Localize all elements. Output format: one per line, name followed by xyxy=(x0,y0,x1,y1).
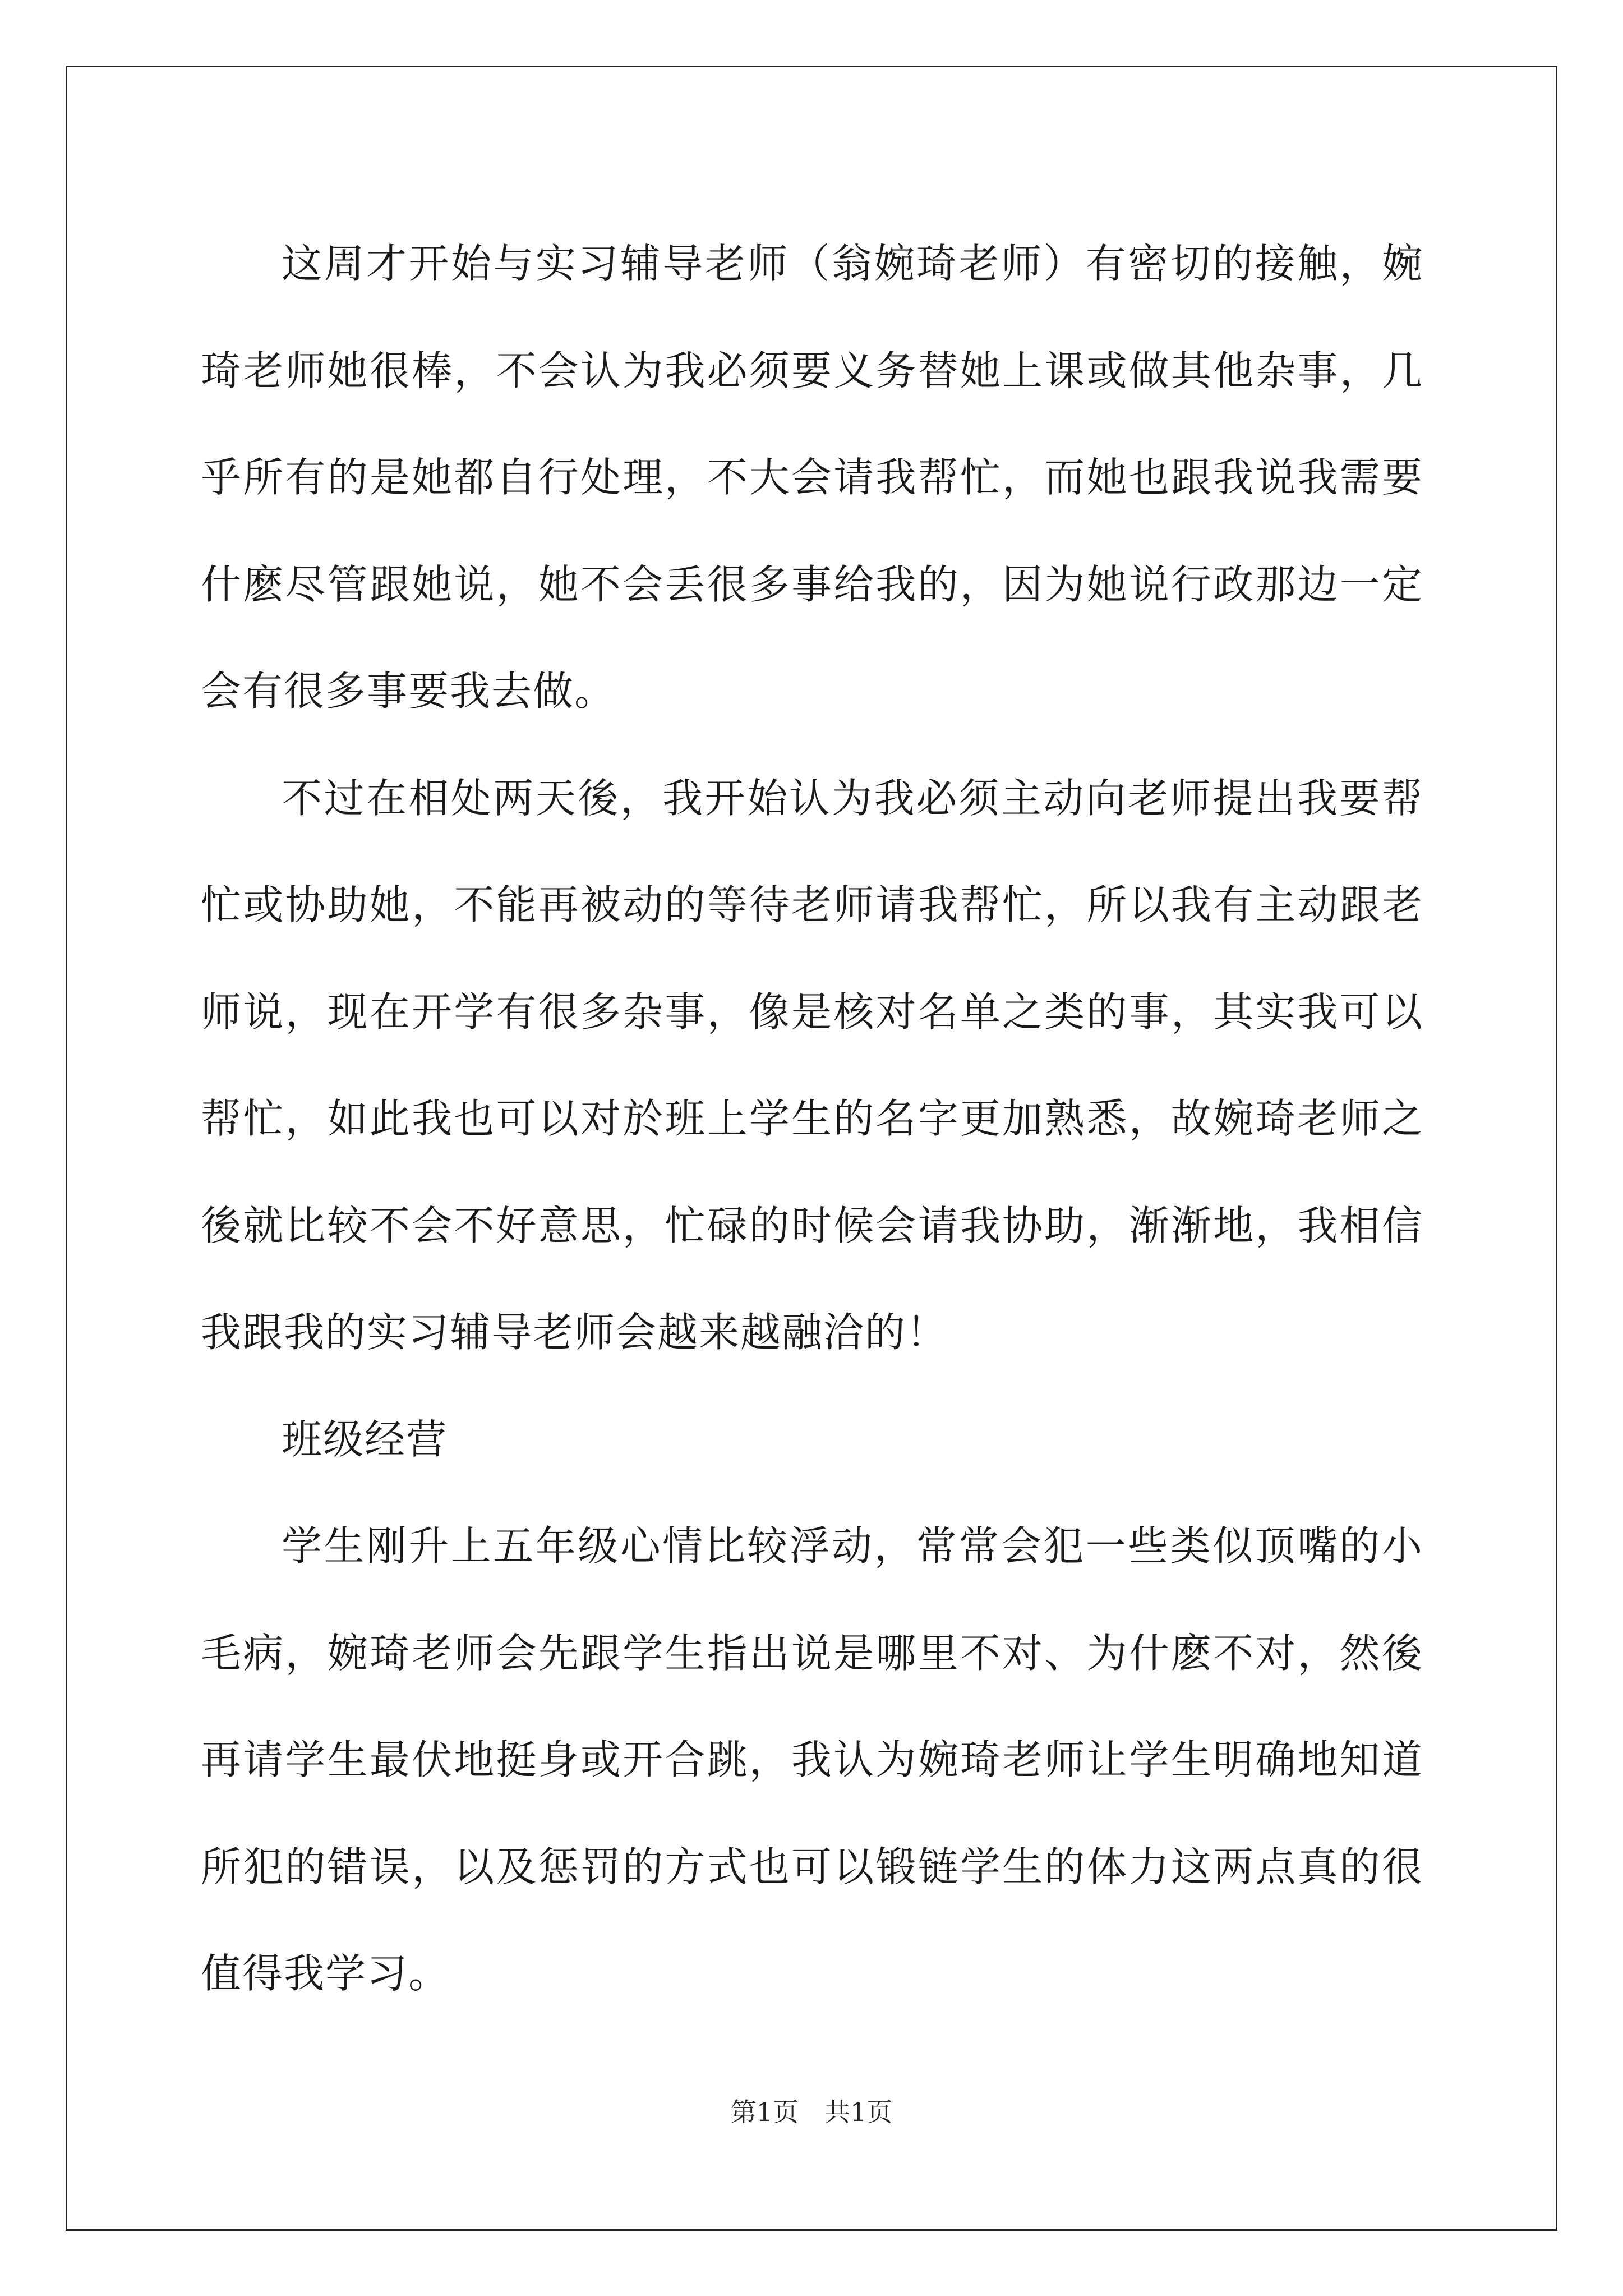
paragraph-3: 学生刚升上五年级心情比较浮动，常常会犯一些类似顶嘴的小毛病，婉琦老师会先跟学生指出说是哪里不对、为什麽不对，然後再请学生最伏地挺身或开合跳，我认为婉琦老师让学生明确地知道所犯的错误，以及惩罚的方式也可以锻链学生的体力这两点真的很值得我学习。 xyxy=(201,1522,1423,1997)
document-body xyxy=(201,210,1423,2027)
paragraph-1: 这周才开始与实习辅导老师（翁婉琦老师）有密切的接触，婉琦老师她很棒，不会认为我必须要义务替她上课或做其他杂事，几乎所有的是她都自行处理，不大会请我帮忙，而她也跟我说我需要什麽尽管跟她说，她不会丢很多事给我的，因为她说行政那边一定会有很多事要我去做。 xyxy=(201,240,1423,715)
page-footer xyxy=(0,2095,1623,2129)
page-number-current: 第1页 xyxy=(730,2097,799,2127)
section-heading: 班级经营 xyxy=(282,1415,448,1463)
page-number-total: 共1页 xyxy=(824,2097,893,2127)
paragraph-2: 不过在相处两天後，我开始认为我必须主动向老师提出我要帮忙或协助她，不能再被动的等待老师请我帮忙，所以我有主动跟老师说，现在开学有很多杂事，像是核对名单之类的事，其实我可以帮忙，如此我也可以对於班上学生的名字更加熟悉，故婉琦老师之後就比较不会不好意思，忙碌的时候会请我协助，渐渐地，我相信我跟我的实习辅导老师会越来越融洽的！ xyxy=(201,774,1423,1356)
